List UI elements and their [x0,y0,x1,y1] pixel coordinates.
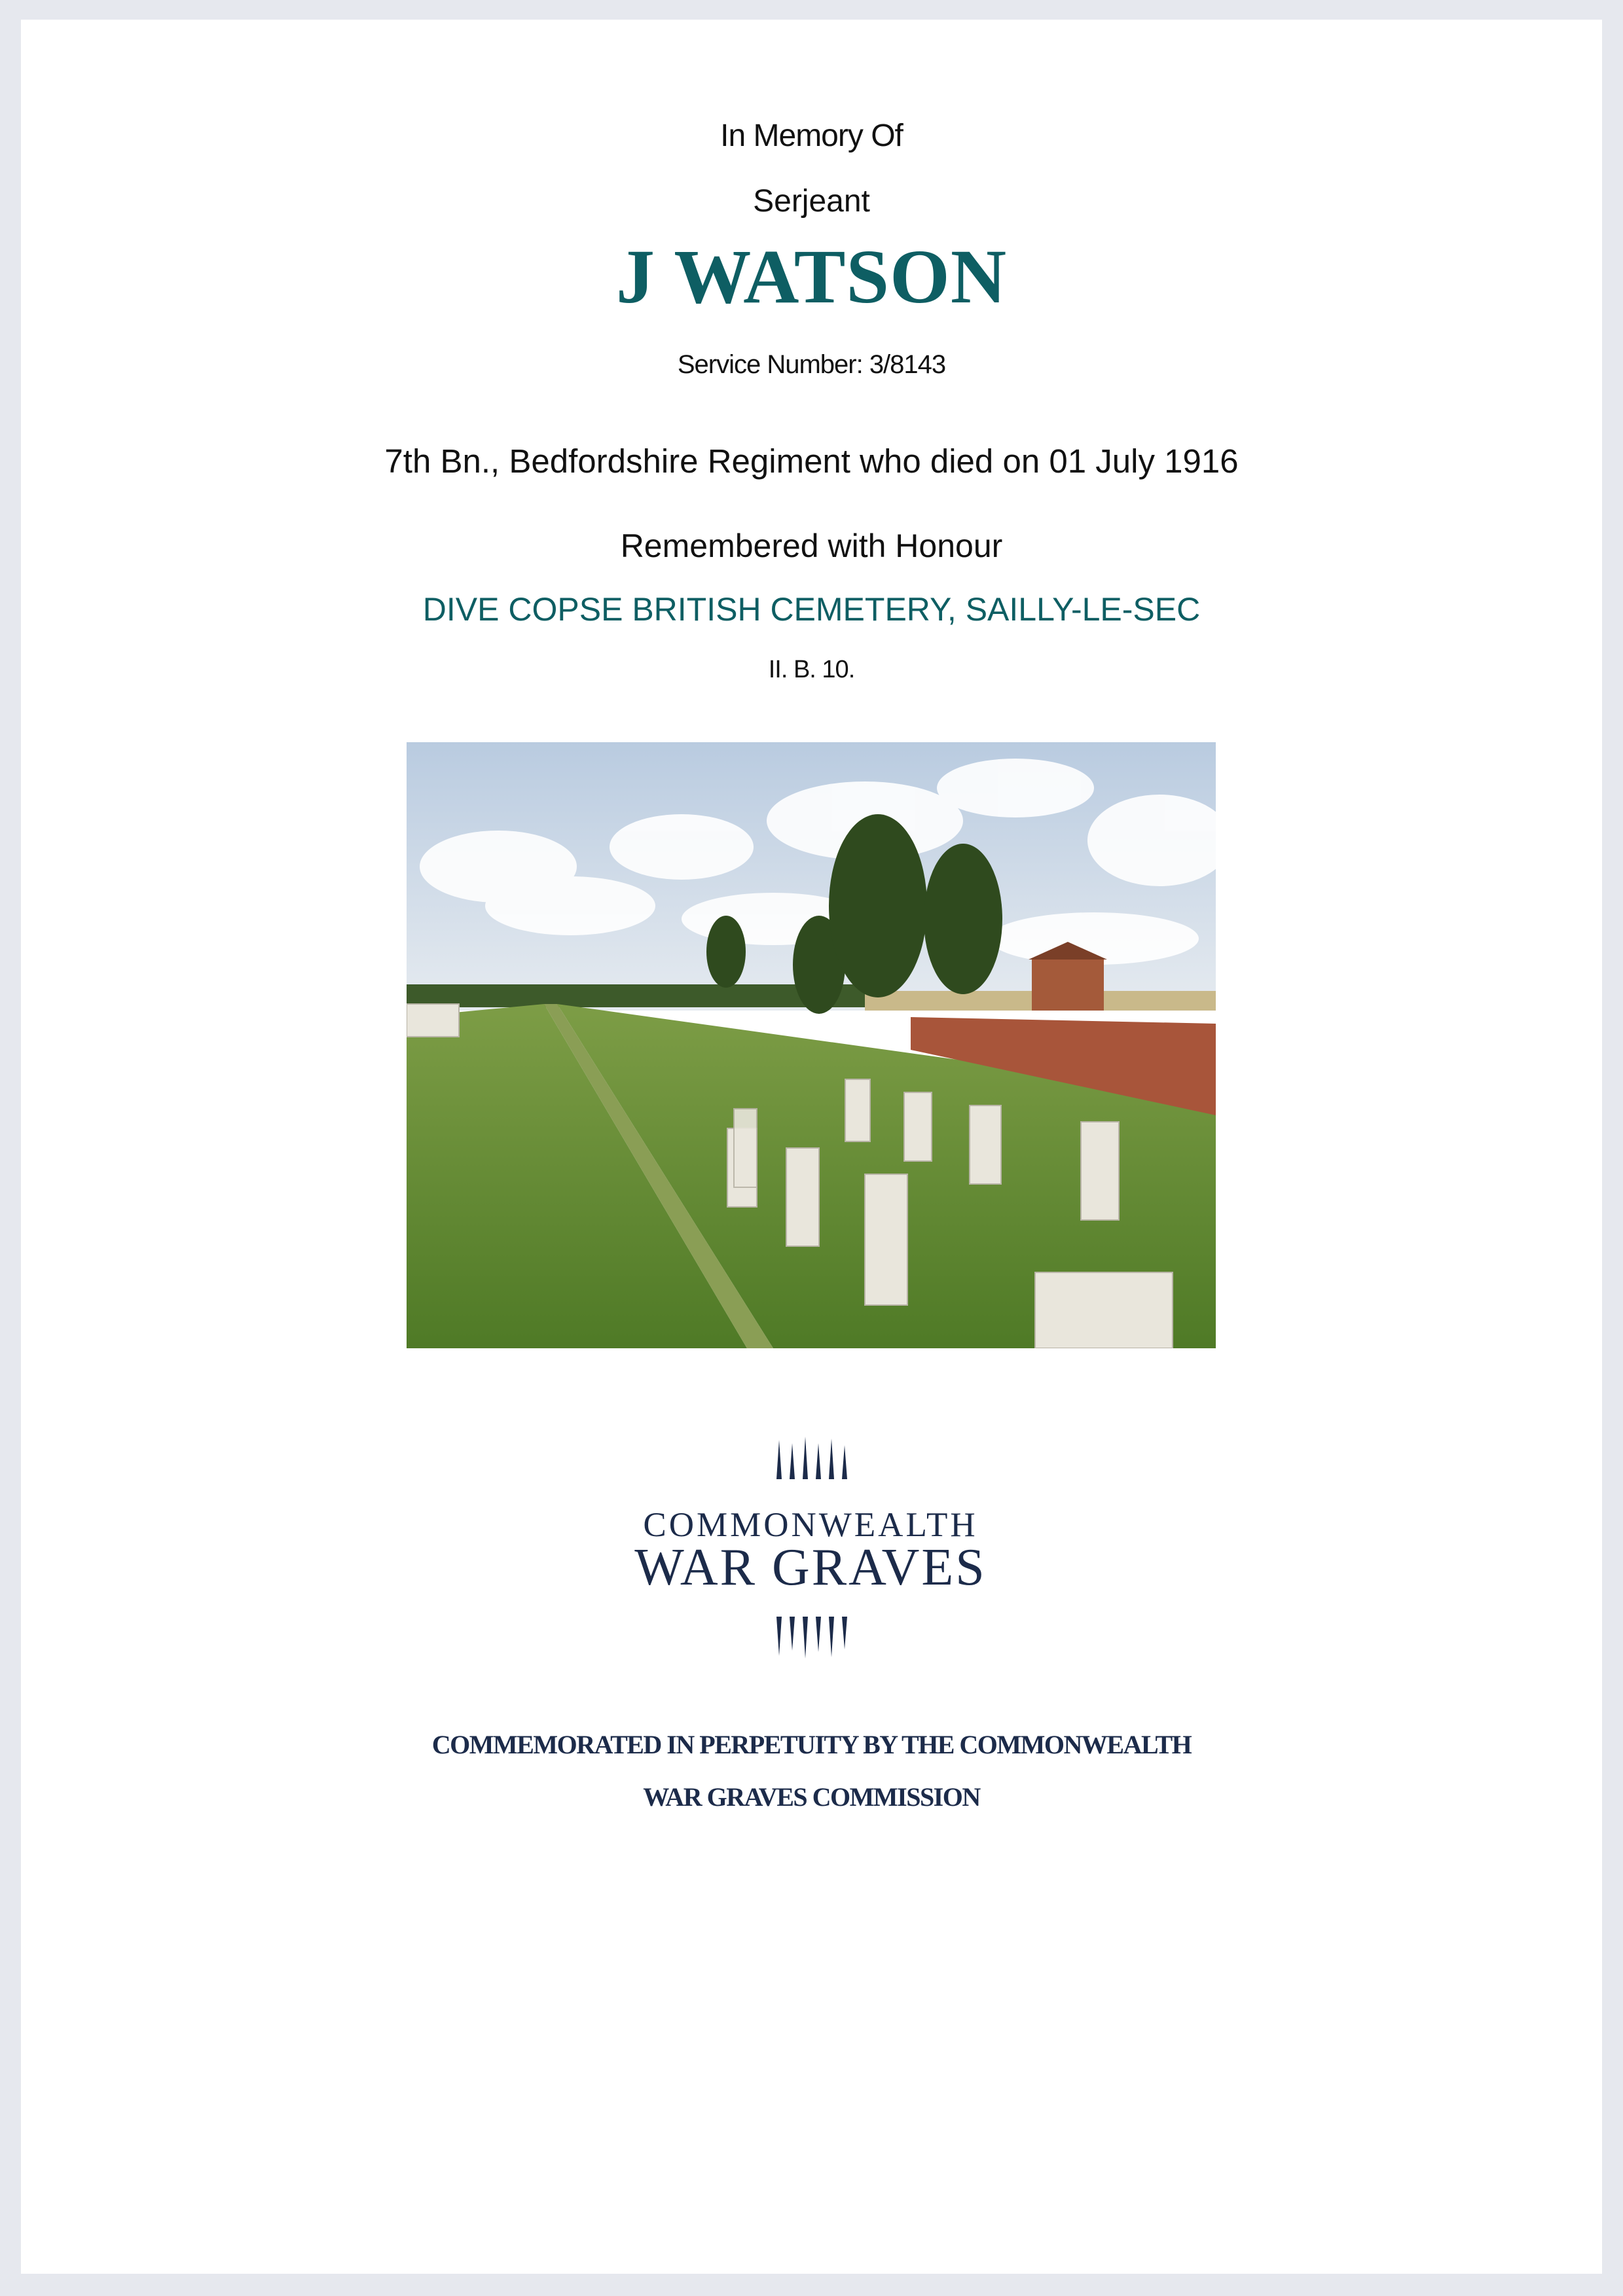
casualty-name: J WATSON [615,234,1008,319]
logo-line1: COMMONWEALTH [643,1506,978,1544]
logo-bottom-mark-icon [634,1610,987,1662]
cwgc-logo [634,1433,987,1662]
commemoration-line2: WAR GRAVES COMMISSION [643,1782,980,1812]
commemoration-line1: COMMEMORATED IN PERPETUITY BY THE COMMONWEALTH [431,1730,1192,1759]
service-number: Service Number: 3/8143 [677,350,946,379]
heading: In Memory Of [720,118,903,153]
remembered-with-honour: Remembered with Honour [620,528,1003,564]
cemetery-name: DIVE COPSE BRITISH CEMETERY, SAILLY-LE-SEC [422,591,1201,628]
unit-and-death-date: 7th Bn., Bedfordshire Regiment who died on 01 July 1916 [384,442,1239,480]
cemetery-photo [407,742,1216,1348]
grave-reference: II. B. 10. [768,656,855,683]
logo-top-mark-icon [634,1433,987,1486]
rank: Serjeant [753,184,870,219]
logo-line2: WAR GRAVES [634,1539,987,1596]
certificate-page [21,20,1602,2274]
